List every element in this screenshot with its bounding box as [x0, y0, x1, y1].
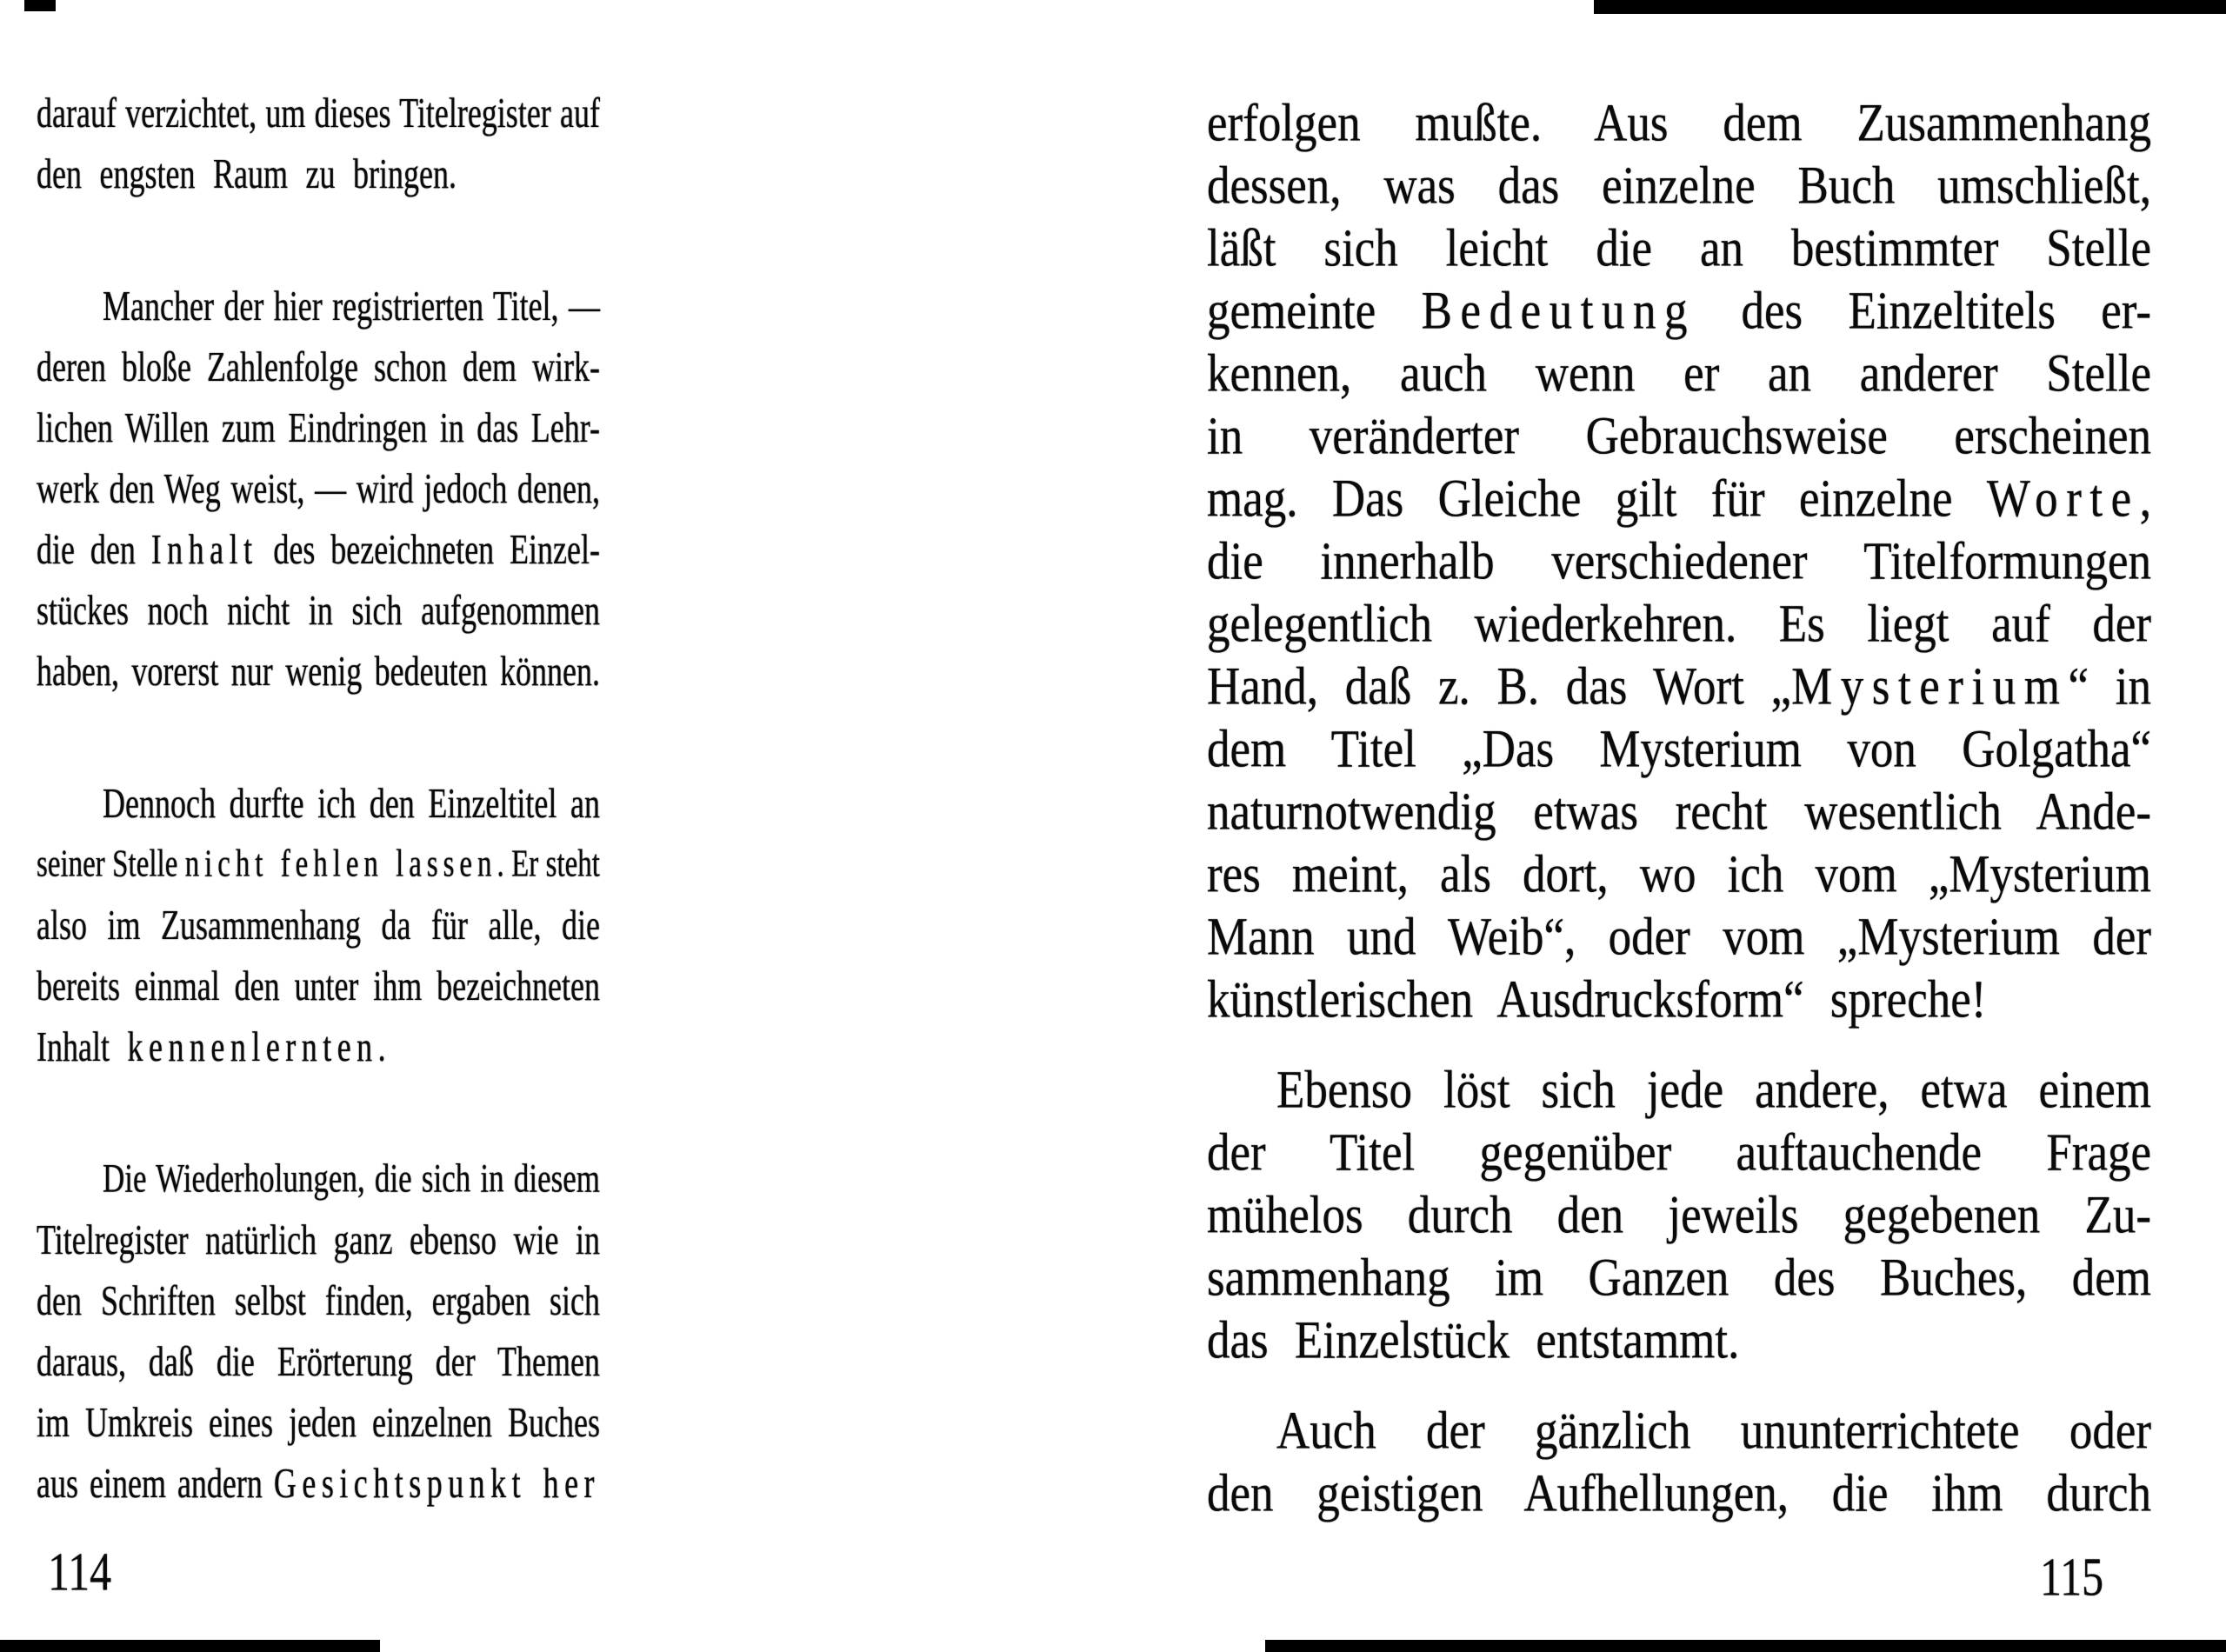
text-run: gelegentlich wiederkehren. Es liegt auf der: [1207, 595, 2151, 654]
text-line: [37, 133, 600, 215]
text-run: in veränderter Gebrauchsweise erscheinen: [1207, 407, 2151, 466]
text-run: die den: [37, 526, 151, 573]
text-line: [1207, 1179, 2151, 1252]
text-run: stückes noch nicht in sich aufgenommen: [37, 587, 600, 634]
text-run: gemeinte: [1207, 282, 1422, 341]
text-run: sammenhang im Ganzen des Buches, dem: [1207, 1249, 2151, 1308]
text-line: [1207, 1242, 2151, 1315]
text-run: künstlerischen Ausdrucksform“ spreche!: [1207, 970, 1987, 1029]
text-run: mühelos durch den jeweils gegebenen Zu-: [1207, 1186, 2151, 1245]
text-run: deren bloße Zahlenfolge schon dem wirk-: [37, 343, 600, 390]
page-right-textblock: [1207, 92, 2151, 1525]
text-run: Inhalt: [37, 1023, 128, 1070]
text-run: Ebenso löst sich jede andere, etwa einem: [1276, 1061, 2151, 1120]
text-run: Mancher der hier registrierten Titel, —: [103, 283, 600, 330]
text-run: den engsten Raum zu bringen.: [37, 150, 457, 197]
text-line: [1207, 463, 2151, 536]
scan-artifact-top-right-bar: [1594, 0, 2226, 14]
text-run: lichen Willen zum Eindringen in das Lehr-: [37, 404, 600, 451]
text-run: Dennoch durfte ich den Einzeltitel an: [103, 780, 600, 827]
text-run: darauf verzichtet, um dieses Titelregister auf: [37, 90, 600, 137]
text-line: [1207, 1457, 2151, 1530]
text-line: [1207, 838, 2151, 911]
text-run: werk den Weg weist, — wird jedoch denen,: [37, 465, 600, 512]
scan-artifact-bottom-left-bar: [0, 1640, 380, 1652]
text-run: erfolgen mußte. Aus dem Zusammenhang: [1207, 94, 2151, 153]
text-run: Titelregister natürlich ganz ebenso wie in: [37, 1216, 600, 1263]
text-run: im Umkreis eines jeden einzelnen Buches: [37, 1399, 600, 1446]
text-run: Auch der gänzlich ununterrichtete oder: [1276, 1402, 2151, 1461]
text-run: Hand, daß z. B. das Wort „: [1207, 657, 1792, 716]
text-run: naturnotwendig etwas recht wesentlich Ande-: [1207, 783, 2151, 842]
page-number-left: 114: [48, 1541, 112, 1602]
letterspaced-text: kennenlernten: [127, 1023, 378, 1070]
text-run: also im Zusammenhang da für alle, die: [37, 902, 600, 949]
text-run: “ in: [2068, 657, 2152, 716]
text-run: mag. Das Gleiche gilt für einzelne: [1207, 470, 1987, 529]
text-line: [1207, 212, 2151, 285]
text-line: [1207, 87, 2151, 160]
text-line: [37, 1442, 600, 1524]
text-line: [1207, 713, 2151, 786]
scan-artifact-top-left-mark: [24, 0, 56, 11]
text-run: läßt sich leicht die an bestimmter Stelle: [1207, 219, 2151, 278]
text-run: haben, vorerst nur wenig bedeuten können.: [37, 648, 600, 695]
text-line: [1207, 1304, 2151, 1377]
text-run: .: [377, 1023, 386, 1070]
letterspaced-text: nicht fehlen lassen: [184, 843, 497, 886]
letterspaced-text: Inhalt: [150, 526, 258, 573]
text-run: seiner Stelle: [37, 843, 185, 886]
text-run: dem Titel „Das Mysterium von Golgatha“: [1207, 720, 2151, 779]
text-line: [37, 630, 600, 712]
text-line: [1207, 337, 2151, 410]
text-run: des bezeichneten Einzel-: [257, 526, 600, 573]
text-line: [1207, 1054, 2151, 1127]
text-run: aus einem andern: [37, 1460, 274, 1507]
letterspaced-text: Bedeutung: [1421, 282, 1696, 341]
text-run: die innerhalb verschiedener Titelformungen: [1207, 532, 2151, 591]
text-run: den Schriften selbst finden, ergaben sich: [37, 1277, 600, 1324]
text-line: [1207, 588, 2151, 661]
page-number-right: 115: [2040, 1546, 2104, 1607]
text-line: [1207, 275, 2151, 348]
text-run: ,: [2139, 470, 2151, 529]
text-line: [1207, 1116, 2151, 1189]
text-line: [37, 1006, 600, 1088]
text-run: der Titel gegenüber auftauchende Frage: [1207, 1123, 2151, 1182]
text-run: Die Wiederholungen, die sich in diesem: [103, 1156, 600, 1202]
letterspaced-text: Mysterium: [1791, 657, 2069, 716]
letterspaced-text: Worte: [1986, 470, 2140, 529]
text-line: [1207, 963, 2151, 1036]
text-run: des Einzeltitels er-: [1696, 282, 2151, 341]
text-line: [1207, 1395, 2151, 1468]
scan-artifact-bottom-right-bar: [1265, 1640, 2226, 1652]
text-line: [1207, 400, 2151, 473]
text-run: res meint, als dort, wo ich vom „Mysterium: [1207, 845, 2151, 904]
text-run: dessen, was das einzelne Buch umschließt,: [1207, 157, 2151, 216]
text-run: daraus, daß die Erörterung der Themen: [37, 1338, 600, 1385]
text-line: [1207, 525, 2151, 598]
text-line: [1207, 150, 2151, 223]
text-run: Mann und Weib“, oder vom „Mysterium der: [1207, 908, 2151, 967]
text-line: [1207, 650, 2151, 723]
page-left-textblock: [37, 83, 600, 1514]
text-line: [1207, 776, 2151, 849]
text-run: bereits einmal den unter ihm bezeichneten: [37, 963, 600, 1009]
text-run: den geistigen Aufhellungen, die ihm durch: [1207, 1464, 2151, 1523]
letterspaced-text: Gesichtspunkt her: [273, 1460, 600, 1507]
text-line: [1207, 901, 2151, 974]
text-run: . Er steht: [497, 843, 600, 886]
text-run: kennen, auch wenn er an anderer Stelle: [1207, 344, 2151, 403]
text-run: das Einzelstück entstammt.: [1207, 1311, 1740, 1370]
